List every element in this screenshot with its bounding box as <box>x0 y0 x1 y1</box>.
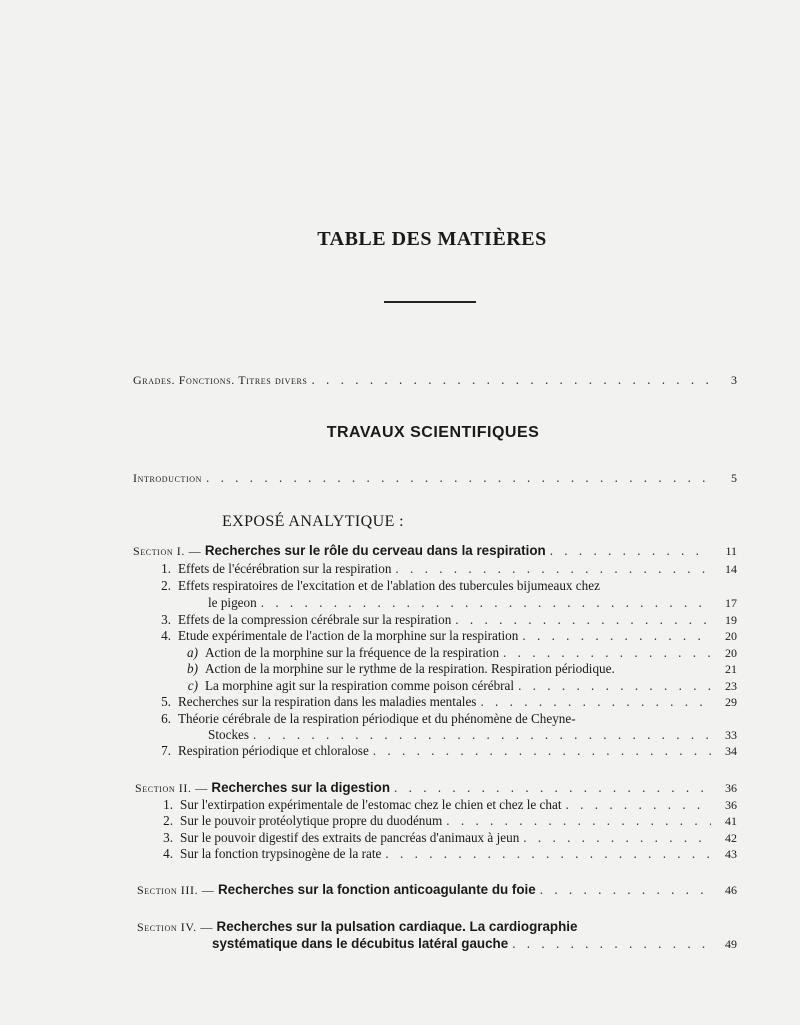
dot-leader <box>261 595 711 611</box>
toc-item: 4. Etude expérimentale de l'action de la morphine sur la respiration . . . 20 <box>155 628 737 644</box>
dot-leader <box>385 846 711 862</box>
dot-leader <box>395 561 711 577</box>
toc-item: 1. Sur l'extirpation expérimentale de l'estomac chez le chien et chez le chat . . . 36 <box>157 797 737 813</box>
toc-subitem: c) La morphine agit sur la respiration comme poison cérébral . . . 23 <box>182 678 737 694</box>
dot-leader <box>394 780 711 796</box>
toc-section-3 <box>137 882 737 898</box>
dot-leader <box>253 727 711 743</box>
dot-leader <box>540 882 711 898</box>
page-number: 34 <box>725 744 737 758</box>
toc-section-4-continuation <box>212 936 737 952</box>
page-number: 46 <box>725 883 737 897</box>
section-title: Recherches sur la fonction anticoagulante du foie <box>218 882 536 897</box>
page-number: 36 <box>725 798 737 812</box>
section-heading: TRAVAUX SCIENTIFIQUES <box>326 424 540 441</box>
toc-item: 3. Sur le pouvoir digestif des extraits de pancréas d'animaux à jeun . . . 42 <box>157 830 737 846</box>
section-prefix: Section I. — <box>133 544 205 558</box>
page-number: 43 <box>725 847 737 861</box>
page-number: 21 <box>725 662 737 676</box>
page-number: 14 <box>725 562 737 576</box>
toc-item: 3. Effets de la compression cérébrale sur la respiration . . . 19 <box>155 612 737 628</box>
dot-leader <box>480 694 711 710</box>
section-title: Recherches sur la digestion <box>211 780 391 795</box>
page-number: 20 <box>725 646 737 660</box>
section-prefix: Section III. — <box>137 883 218 897</box>
page-number: 3 <box>731 373 737 387</box>
expose-heading: EXPOSÉ ANALYTIQUE : <box>222 513 404 530</box>
toc-item: 2. Sur le pouvoir protéolytique propre du duodénum . . . 41 <box>157 813 737 829</box>
dot-leader <box>550 543 711 559</box>
section-prefix: Section IV. — <box>137 920 217 934</box>
dot-leader <box>455 612 711 628</box>
title-rule <box>384 301 476 303</box>
section-title-continuation: systématique dans le décubitus latéral gauche <box>212 936 509 951</box>
toc-section-4 <box>137 919 577 935</box>
page-number: 20 <box>725 629 737 643</box>
page-number: 23 <box>725 679 737 693</box>
section-prefix: Section II. — <box>135 781 212 795</box>
page-number: 41 <box>725 814 737 828</box>
section-title: Recherches sur le rôle du cerveau dans la respiration <box>204 543 546 558</box>
dot-leader <box>206 470 711 486</box>
dot-leader <box>503 645 711 661</box>
page-number: 42 <box>725 831 737 845</box>
toc-item: 4. Sur la fonction trypsinogène de la rate . . . 43 <box>157 846 737 862</box>
dot-leader <box>373 743 711 759</box>
page-number: 33 <box>725 728 737 742</box>
toc-item: 7. Respiration périodique et chloralose . . . 34 <box>155 743 737 759</box>
dot-leader <box>523 830 711 846</box>
toc-item: 1. Effets de l'écérébration sur la respiration . . . 14 <box>155 561 737 577</box>
toc-entry-grades <box>133 372 737 388</box>
dot-leader <box>512 936 711 952</box>
toc-item: 5. Recherches sur la respiration dans les maladies mentales . . . 29 <box>155 694 737 710</box>
page-number: 19 <box>725 613 737 627</box>
page-number: 49 <box>725 937 737 951</box>
dot-leader <box>522 628 711 644</box>
toc-item: 6. Théorie cérébrale de la respiration périodique et du phénomène de Cheyne- <box>161 711 576 726</box>
dot-leader <box>518 678 711 694</box>
dot-leader <box>311 372 711 388</box>
dot-leader <box>566 797 711 813</box>
toc-item-continuation: le pigeon . . . 17 <box>208 595 737 611</box>
toc-entry-label: Introduction <box>133 471 202 485</box>
page-number: 36 <box>725 781 737 795</box>
toc-subitem: a) Action de la morphine sur la fréquence de la respiration . . . 20 <box>182 645 737 661</box>
toc-item: 2. Effets respiratoires de l'excitation et de l'ablation des tubercules bijumeaux chez <box>161 578 600 593</box>
toc-entry-label: Grades. Fonctions. Titres divers <box>133 373 308 387</box>
toc-item-continuation: Stockes . . . 33 <box>208 727 737 743</box>
toc-subitem: b) Action de la morphine sur le rythme de la respiration. Respiration périodique. 21 <box>187 661 737 676</box>
page-number: 11 <box>725 544 737 558</box>
toc-section-2 <box>135 780 737 796</box>
page-number: 29 <box>725 695 737 709</box>
page-number: 17 <box>725 596 737 610</box>
toc-entry-introduction <box>133 470 737 486</box>
section-title: Recherches sur la pulsation cardiaque. La cardiographie <box>216 919 578 934</box>
page-number: 5 <box>731 471 737 485</box>
page-title: TABLE DES MATIÈRES <box>317 228 547 250</box>
dot-leader <box>446 813 711 829</box>
toc-section-1 <box>133 543 737 559</box>
